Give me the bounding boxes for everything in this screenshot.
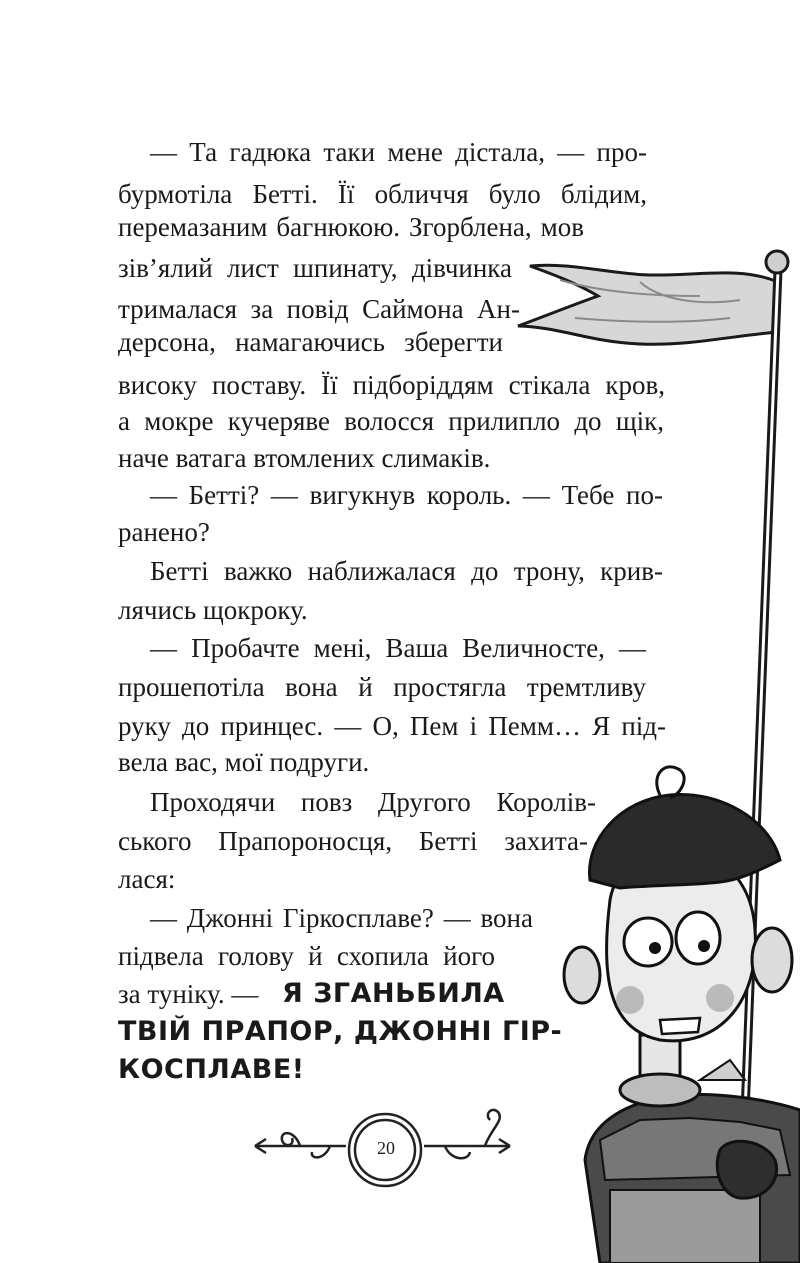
- text-line-5: трималася за повід Саймона Ан-: [118, 294, 520, 324]
- shout-line-1: Я ЗГАНЬБИЛА: [282, 978, 505, 1009]
- text-line-4: зів’ялий лист шпинату, дівчинка: [118, 253, 512, 283]
- text-line-22: підвела голову й схопила його: [118, 941, 495, 971]
- text-line-7: високу поставу. Її підборіддям стікала кров,: [118, 370, 665, 400]
- shout-line-2: ТВІЙ ПРАПОР, ДЖОННІ ГІР-: [118, 1016, 563, 1047]
- text-line-21: — Джонні Гіркосплаве? — вона: [150, 903, 533, 933]
- text-line-6: дерсона, намагаючись зберегти: [118, 327, 503, 357]
- text-line-18: Проходячи повз Другого Королів-: [150, 787, 596, 817]
- shout-line-3: КОСПЛАВЕ!: [118, 1054, 305, 1085]
- text-line-2: бурмотіла Бетті. Її обличчя було блідим,: [118, 179, 647, 209]
- page-number: 20: [377, 1138, 395, 1158]
- text-line-12: Бетті важко наближалася до трону, крив-: [150, 556, 663, 586]
- text-line-8: а мокре кучеряве волосся прилипло до щік,: [118, 406, 664, 436]
- text-line-14: — Пробачте мені, Ваша Величносте, —: [150, 633, 646, 663]
- text-line-9: наче ватага втомлених слимаків.: [118, 443, 491, 473]
- text-line-23: за туніку. —: [118, 979, 259, 1009]
- text-line-13: лячись щокроку.: [118, 595, 308, 625]
- text-line-16: руку до принцес. — О, Пем і Пемм… Я під-: [118, 711, 666, 741]
- text-line-17: вела вас, мої подруги.: [118, 747, 370, 777]
- text-line-20: лася:: [118, 864, 176, 894]
- text-line-11: ранено?: [118, 517, 210, 547]
- text-line-3: перемазаним багнюкою. Згорблена, мов: [118, 212, 584, 242]
- text-line-1: — Та гадюка таки мене дістала, — про-: [150, 137, 647, 167]
- text-line-10: — Бетті? — вигукнув король. — Тебе по-: [150, 480, 663, 510]
- text-line-19: ського Прапороносця, Бетті захита-: [118, 826, 588, 856]
- text-line-15: прошепотіла вона й простягла тремтливу: [118, 672, 646, 702]
